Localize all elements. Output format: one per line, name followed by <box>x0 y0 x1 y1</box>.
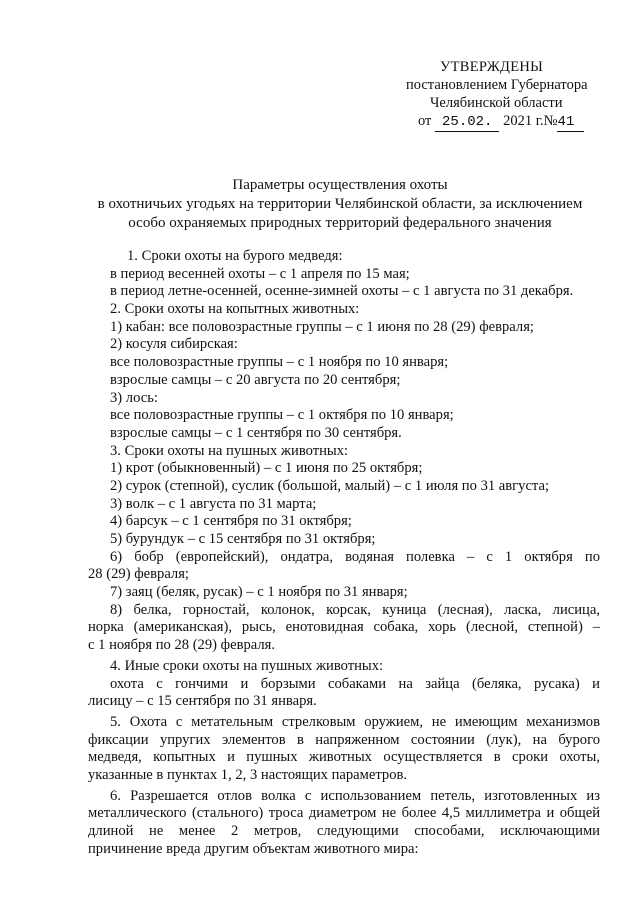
body-line: 2) сурок (степной), суслик (большой, малый) – с 1 июля по 31 августа; <box>110 477 550 494</box>
body-line: взрослые самцы – с 1 сентября по 30 сентября. <box>110 424 402 441</box>
body-line: 6. Разрешается отлов волка с использованием петель, изготовленных из <box>110 787 600 804</box>
body-line: 2) косуля сибирская: <box>110 336 238 353</box>
document-body <box>88 248 600 858</box>
approval-line-3 <box>418 112 584 132</box>
body-line: с 1 ноября по 28 (29) февраля. <box>88 637 276 654</box>
body-line: 4. Иные сроки охоты на пушных животных: <box>110 657 384 674</box>
body-line: все половозрастные группы – с 1 ноября по 10 января; <box>110 354 449 371</box>
body-line: все половозрастные группы – с 1 октября по 10 января; <box>110 407 454 424</box>
body-line: 3. Сроки охоты на пушных животных: <box>110 442 349 459</box>
body-line: 5) бурундук – с 15 сентября по 31 октября; <box>110 531 376 547</box>
body-line: 3) волк – с 1 августа по 31 марта; <box>110 495 317 512</box>
approval-year: 2021 г. <box>503 113 544 129</box>
body-line: 5. Охота с метательным стрелковым оружием, не имеющим механизмов <box>110 713 600 730</box>
body-line: указанные в пунктах 1, 2, 3 настоящих параметров. <box>88 766 408 783</box>
body-line: 2. Сроки охоты на копытных животных: <box>110 301 360 318</box>
body-line: в период летне-осенней, осенне-зимней охоты – с 1 августа по 31 декабря. <box>110 283 574 300</box>
approval-from-label: от <box>418 113 432 129</box>
body-line: взрослые самцы – с 20 августа по 20 сентября; <box>110 371 401 388</box>
approval-number: 41 <box>557 113 584 132</box>
title-line-3: особо охраняемых природных территорий федерального значения <box>128 215 552 231</box>
approval-title: УТВЕРЖДЕНЫ <box>440 59 544 75</box>
body-line: 1) кабан: все половозрастные группы – с 1 июня по 28 (29) февраля; <box>110 318 534 335</box>
body-line: в период весенней охоты – с 1 апреля по 15 мая; <box>110 265 410 282</box>
body-line: 1) крот (обыкновенный) – с 1 июня по 25 октября; <box>110 460 423 477</box>
body-line: лисицу – с 15 сентября по 31 января. <box>88 693 317 710</box>
body-line: 4) барсук – с 1 сентября по 31 октября; <box>110 513 352 530</box>
approval-line-1: постановлением Губернатора <box>406 77 588 93</box>
body-line: 8) белка, горностай, колонок, корсак, куница (лесная), ласка, лисица, <box>110 601 600 618</box>
body-line: 3) лось: <box>110 389 158 406</box>
document-title <box>60 176 620 233</box>
body-line: длиной не менее 2 метров, следующими способами, исключающими <box>88 823 600 839</box>
body-line: 1. Сроки охоты на бурого медведя: <box>127 248 343 264</box>
body-line: 6) бобр (европейский), ондатра, водяная полевка – с 1 октября по <box>110 548 600 565</box>
body-line: 28 (29) февраля; <box>88 566 189 583</box>
approval-date: 25.02. <box>435 113 499 132</box>
body-line: медведя, копытных и пушных животных осуществляется в сроки охоты, <box>88 749 600 766</box>
body-line: металлического (стального) троса диаметром не более 4,5 миллиметра и общей <box>88 805 600 822</box>
approval-line-2: Челябинской области <box>430 95 563 111</box>
body-line: причинение вреда другим объектам животного мира: <box>88 840 419 857</box>
body-line: норка (американская), рысь, енотовидная собака, хорь (лесной, степной) – <box>88 619 600 636</box>
body-line: охота с гончими и борзыми собаками на зайца (беляка, русака) и <box>110 675 600 692</box>
title-line-2: в охотничьих угодьях на территории Челябинской области, за исключением <box>97 196 583 212</box>
approval-number-sign: № <box>543 113 558 129</box>
body-line: фиксации упругих элементов в напряженном состоянии (лук), на бурого <box>88 731 600 748</box>
body-line: 7) заяц (беляк, русак) – с 1 ноября по 31 января; <box>110 584 408 601</box>
title-line-1: Параметры осуществления охоты <box>232 177 448 193</box>
